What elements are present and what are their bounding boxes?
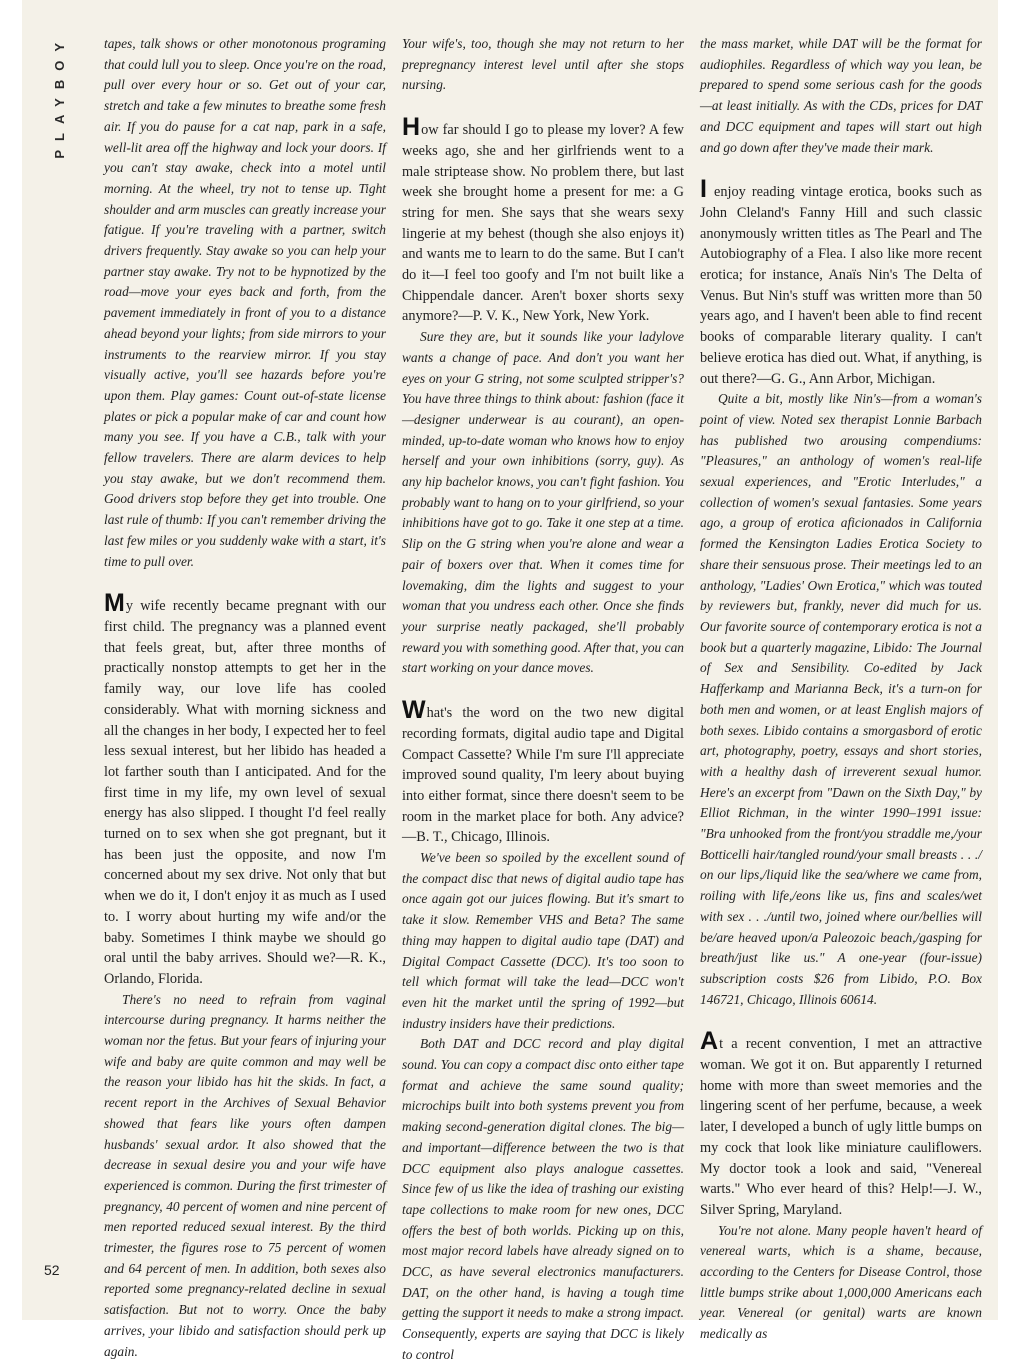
question-erotica: I enjoy reading vintage erotica, books such as John Cleland's Fanny Hill and such classic anonymously written titles as The Pearl and The Autobiography of a Flea. I also like more recent erotica; for instance, Anaïs Nin's The Delta of Venus. But Nin's stuff was written more than 50 years ago, and I haven't been able to find recent books of comparable literary quality. I can't believe erotica has died out. What, if anything, is out there?—G. G., Ann Arbor, Michigan. bbox=[700, 175, 982, 387]
question-digital-formats: What's the word on the two new digital recording formats, digital audio tape and Digital Compact Cassette? While I'm sure I'll appreciate improved sound quality, I'm leery about buying into either format, since there doesn't seem to be room in the market place for both. Any advice?—B. T., Chicago, Illinois. bbox=[402, 696, 684, 846]
column-2 bbox=[402, 34, 684, 1362]
answer-digital-formats-end: the mass market, while DAT will be the format for audiophiles. Regardless of which way you lean, be prepared to spend some serious cash for the goods—at least initially. As with the CDs, prices for DAT and DCC equipment and tapes will start out high and go down after they've made their mark. bbox=[700, 36, 982, 155]
masthead: PLAYBOY bbox=[52, 34, 67, 159]
page-number: 52 bbox=[44, 1262, 60, 1278]
drop-cap: I bbox=[700, 175, 707, 204]
column-1 bbox=[104, 34, 386, 1359]
answer-warts: You're not alone. Many people haven't heard of venereal warts, which is a shame, because, according to the Centers for Disease Control, those little bumps strike about 1,000,000 Americans each year. Venereal (or genital) warts are known medically as bbox=[700, 1222, 982, 1342]
drop-cap: A bbox=[700, 1027, 719, 1056]
column-3 bbox=[700, 34, 982, 1342]
answer-pregnancy-end: Your wife's, too, though she may not return to her prepregnancy interest level until after she stops nursing. bbox=[402, 36, 684, 93]
answer-digital-formats-1: We've been so spoiled by the excellent sound of the compact disc that news of digital audio tape has once again got our juices flowing. But it's smart to take it slow. Remember VHS and Beta? The same thing may happen to digital audio tape (DAT) and Digital Compact Cassette (DCC). It's too soon to tell which format will take the lead—DCC won't even hit the market until the spring of 1992—but industry insiders have their predictions. bbox=[402, 850, 684, 1031]
drop-cap: M bbox=[104, 589, 125, 618]
answer-pregnancy: There's no need to refrain from vaginal intercourse during pregnancy. It harms neither the woman nor the fetus. But your fears of injuring your wife and baby are quite common and may well be the reason your libido has hit the skids. In fact, a recent report in the Archives of Sexual Behavior showed that fears like yours often dampen husbands' sexual ardor. It also showed that the decrease in sexual desire you and your wife have experienced is common. During the first trimester of pregnancy, 40 percent of women and nine percent of men reported reduced sexual interest. By the third trimester, the figures rose to 75 percent of women and 64 percent of men. In addition, both sexes also reported some pregnancy-related decline in sexual satisfaction. But not to worry. Once the baby arrives, your libido and satisfaction should perk up again. bbox=[104, 991, 386, 1359]
answer-erotica: Quite a bit, mostly like Nin's—from a woman's point of view. Noted sex therapist Lonnie Barbach has published two arousing compendiums: "Pleasures," an anthology of women's real-life sexual experiences, and "Erotic Interludes," a collection of women's sexual fantasies. Some years ago, a group of erotica aficionados in California formed the Kensington Ladies Erotica Society to share their sensuous prose. Their meetings led to an anthology, "Ladies' Own Erotica," which was touted by reviewers but, frankly, never did much for us. Our favorite source of contemporary erotica is not a book but a quarterly magazine, Libido: The Journal of Sex and Sensibility. Co-edited by Jack Hafferkamp and Marianna Beck, it's a turn-on for both men and women, or at least English majors of both sexes. Libido contains a smorgasbord of erotic art, photography, poetry, essays and short stories, with a healthy dash of irreverent sexual humor. Here's an excerpt from "Dawn on the Sixth Day," by Elliot Richman, in the winter 1990–1991 issue: "Bra unhooked from the front/you straddle me,/your Botticelli hair/tangled round/your small breasts . . ./ on our lips,/liquid like the sea/where we came from, roiling with life,/eons like us, fins and scales/wet with sex . . ./until two, joined where our/bellies will be/are heaved upon/a Paleozoic beach,/gasping for breath/just like us." A one-year (four-issue) subscription costs $26 from Libido, P.O. Box 146721, Chicago, Illinois 60614. bbox=[700, 391, 982, 1007]
question-pregnancy: My wife recently became pregnant with our first child. The pregnancy was a planned event that feels great, but, after three months of practically nonstop attempts to get her in the family way, our love life has cooled considerably. What with morning sickness and all the changes in her body, I expected her to feel less sexual interest, but her libido has headed a lot farther south than I anticipated. And for the first time in my life, my own level of sexual energy has also slipped. I thought I'd feel really turned on to sex when she got pregnant, but it has been just the opposite, and now I'm concerned about my sex drive. Not only that but when we do it, I don't enjoy it as much as I used to. I worry about hurting my wife and/or the baby. Sometimes I think maybe we should go oral until the baby arrives. Should we?—R. K., Orlando, Florida. bbox=[104, 589, 386, 987]
answer-digital-formats-2: Both DAT and DCC record and play digital sound. You can copy a compact disc onto either tape format and achieve the same sound quality; microchips built into both systems prevent you from making second-generation digital clones. The big—and important—difference between the two is that DCC equipment also plays analogue cassettes. Since few of us like the idea of trashing our existing tape collections to make room for new ones, DCC offers the best of both worlds. Picking up on this, most major record labels have already signed on to DCC, as have several electronics manufacturers. DAT, on the other hand, is having a tough time getting the support it needs to make a strong impact. Consequently, experts are saying that DCC is likely to control bbox=[402, 1036, 684, 1362]
answer-road-fatigue: tapes, talk shows or other monotonous programing that could lull you to sleep. Once you're on the road, pull over every hour or so. Get out of your car, stretch and take a few minutes to breathe some fresh air. If you do pause for a cat nap, park in a safe, well-lit area off the highway and lock your doors. If you can't stay awake, check into a motel until morning. At the wheel, try not to tense up. Tight shoulder and arm muscles can greatly increase your fatigue. If you're traveling with a partner, switch drivers frequently. Stay awake so you can help your partner stay awake. Try not to be hypnotized by the road—move your eyes back and forth, from the pavement immediately in front of you to a distance ahead beyond your lights; from side mirrors to your instruments to the rearview mirror. If you stay visually active, you'll see hazards before you're upon them. Play games: Count out-of-state license plates or pick a popular make of car and count how many you see. If you have a C.B., talk with your fellow travelers. There are alarm devices to help you stay awake, but we don't recommend them. Good drivers stop before they get into trouble. One last rule of thumb: If you can't remember driving the last few miles or you suddenly wake with a start, it's time to pull over. bbox=[104, 36, 386, 569]
drop-cap: H bbox=[402, 113, 421, 142]
drop-cap: W bbox=[402, 696, 426, 725]
answer-g-string: Sure they are, but it sounds like your ladylove wants a change of pace. And don't you want her eyes on your G string, not some sculpted stripper's? You have three things to think about: fashion (face it—designer underwear is au courant), an open-minded, up-to-date woman who knows how to enjoy herself and your own inhibitions (sorry, guy). As any hip bachelor knows, you can't fight fashion. You probably want to hang on to your girlfriend, so your inhibitions have got to go. Take it one step at a time. Slip on the G string when you're alone and wear a pair of boxers over that. When it comes time for lovemaking, dim the lights and suggest to your woman that you undress each other. Once she finds your surprise neatly packaged, she'll probably reward you with something good. After that, you can start working on your dance moves. bbox=[402, 329, 684, 676]
question-warts: At a recent convention, I met an attractive woman. We got it on. But apparently I returned home with more than sweet memories and the lingering scent of her perfume, because, a week later, I developed a bunch of ugly little bumps on my cock that look like miniature cauliflowers. My doctor took a look and said, "Venereal warts." Who ever heard of this? Help!—J. W., Silver Spring, Maryland. bbox=[700, 1027, 982, 1218]
magazine-page bbox=[22, 0, 998, 1362]
question-g-string: How far should I go to please my lover? A few weeks ago, she and her girlfriends went to a male striptease show. No problem there, but last week she brought home a present for me: a G string for men. She says that she wears sexy lingerie at my behest (though she also enjoys it) and wants me to learn to do the same. But I can't do it—I feel too goofy and I'm not built like a Chippendale dancer. Aren't boxer shorts sexy anymore?—P. V. K., New York, New York. bbox=[402, 113, 684, 325]
